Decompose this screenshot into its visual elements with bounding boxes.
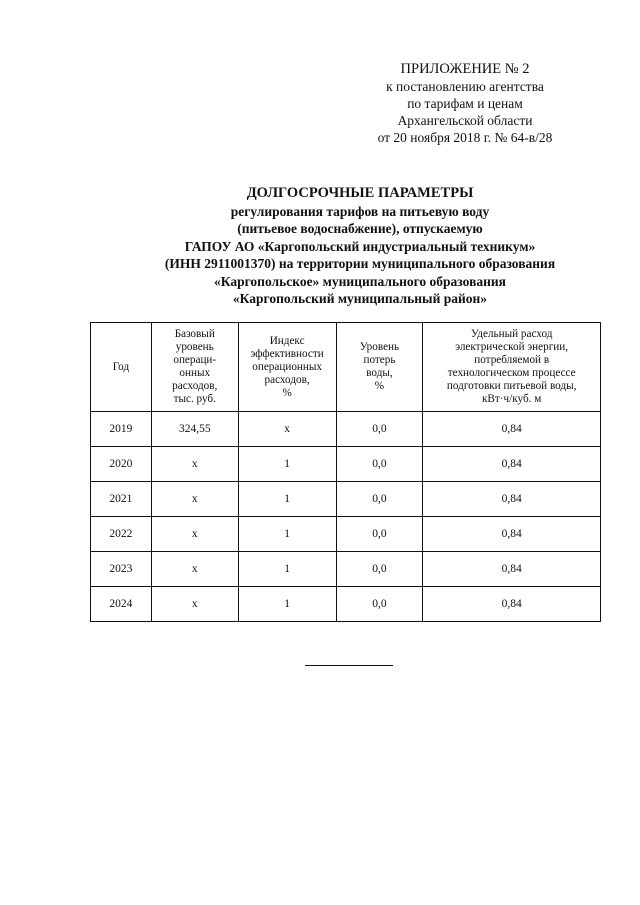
cell-year: 2020 (91, 447, 152, 482)
table-row (91, 482, 601, 517)
cell-water-loss: 0,0 (336, 517, 423, 552)
cell-efficiency-index: 1 (238, 587, 336, 622)
title-line: регулирования тарифов на питьевую воду (230, 203, 490, 219)
table-row (91, 587, 601, 622)
table-row (91, 412, 601, 447)
cell-efficiency-index: 1 (238, 447, 336, 482)
appendix-line: по тарифам и ценам (407, 96, 523, 111)
header-efficiency-index: Индекс эффективности операционных расходов, % (238, 323, 336, 412)
cell-water-loss: 0,0 (336, 587, 423, 622)
header-base-opex: Базовый уровень операци- онных расходов, тыс. руб. (151, 323, 238, 412)
cell-energy-consumption: 0,84 (423, 552, 601, 587)
title-heading: ДОЛГОСРОЧНЫЕ ПАРАМЕТРЫ (246, 185, 474, 201)
cell-efficiency-index: 1 (238, 482, 336, 517)
header-water-loss: Уровень потерь воды, % (336, 323, 423, 412)
cell-efficiency-index: 1 (238, 552, 336, 587)
appendix-number: ПРИЛОЖЕНИЕ № 2 (400, 61, 530, 77)
cell-year: 2022 (91, 517, 152, 552)
cell-water-loss: 0,0 (336, 482, 423, 517)
cell-energy-consumption: 0,84 (423, 412, 601, 447)
table-row (91, 552, 601, 587)
appendix-line: к постановлению агентства (386, 79, 544, 94)
cell-efficiency-index: 1 (238, 517, 336, 552)
title-line: (питьевое водоснабжение), отпускаемую (237, 221, 483, 236)
cell-energy-consumption: 0,84 (423, 587, 601, 622)
cell-efficiency-index: х (238, 412, 336, 447)
title-line: «Каргопольское» муниципального образования (214, 273, 506, 289)
cell-year: 2024 (91, 587, 152, 622)
appendix-line: Архангельской области (397, 113, 533, 128)
title-line: (ИНН 2911001370) на территории муниципального образования (164, 256, 556, 271)
cell-year: 2023 (91, 552, 152, 587)
cell-energy-consumption: 0,84 (423, 482, 601, 517)
cell-base-opex: х (151, 587, 238, 622)
cell-water-loss: 0,0 (336, 447, 423, 482)
table-header-row (91, 323, 601, 412)
appendix-block (360, 61, 570, 146)
appendix-date: от 20 ноября 2018 г. № 64-в/28 (377, 130, 553, 145)
cell-base-opex: 324,55 (151, 412, 238, 447)
cell-water-loss: 0,0 (336, 552, 423, 587)
document-title (60, 185, 640, 308)
title-line: «Каргопольский муниципальный район» (232, 291, 488, 306)
cell-base-opex: х (151, 552, 238, 587)
cell-water-loss: 0,0 (336, 412, 423, 447)
cell-base-opex: х (151, 482, 238, 517)
cell-year: 2021 (91, 482, 152, 517)
closing-divider (305, 665, 393, 666)
table-row (91, 447, 601, 482)
header-energy-consumption: Удельный расход электрической энергии, потребляемой в технологическом процессе подготовки питьевой воды, кВт·ч/куб. м (423, 323, 601, 412)
cell-energy-consumption: 0,84 (423, 447, 601, 482)
table-row (91, 517, 601, 552)
title-line: ГАПОУ АО «Каргопольский индустриальный техникум» (184, 238, 536, 254)
cell-year: 2019 (91, 412, 152, 447)
cell-base-opex: х (151, 447, 238, 482)
header-year: Год (91, 323, 152, 412)
cell-base-opex: х (151, 517, 238, 552)
cell-energy-consumption: 0,84 (423, 517, 601, 552)
parameters-table (90, 322, 601, 622)
